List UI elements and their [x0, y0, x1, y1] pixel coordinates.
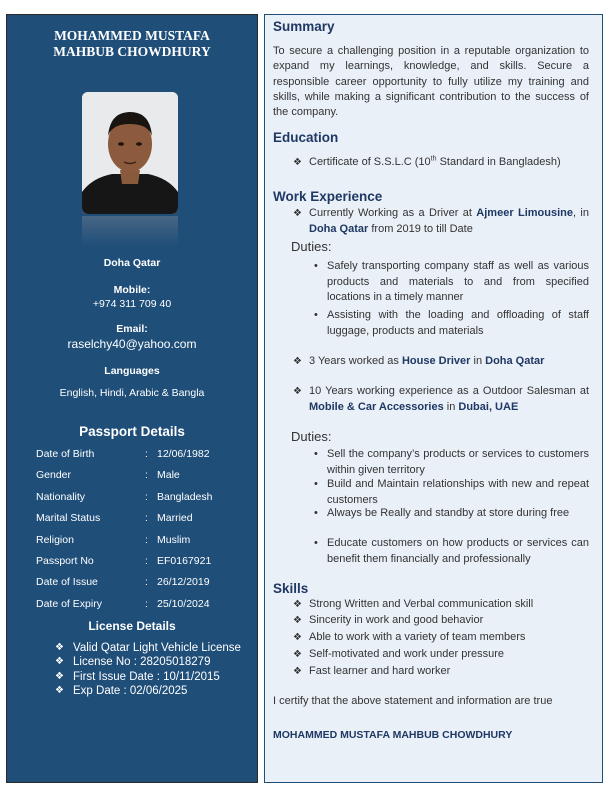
job-item: ❖ Currently Working as a Driver at Ajmeer Limousine, in Doha Qatar from 2019 to till Date: [293, 207, 589, 235]
skills-heading: Skills: [273, 581, 309, 596]
languages-label: Languages: [104, 365, 160, 377]
email-label: Email:: [116, 323, 148, 335]
duty-item: • Assisting with the loading and offloading of staff luggage, products and materials: [314, 309, 589, 337]
main-column: [264, 14, 603, 783]
dot-bullet-icon: •: [314, 260, 318, 272]
diamond-bullet-icon: ❖: [55, 684, 64, 696]
profile-photo: [82, 92, 178, 214]
passport-value: EF0167921: [157, 554, 212, 567]
education-item: ❖ Certificate of S.S.L.C (10th Standard in Bangladesh): [309, 155, 589, 171]
passport-value: 12/06/1982: [157, 448, 210, 460]
education-heading: Education: [273, 130, 339, 145]
colon: :: [145, 554, 148, 567]
summary-heading: Summary: [273, 19, 335, 34]
diamond-bullet-icon: ❖: [55, 642, 64, 653]
list-item: ❖ License No : 28205018279: [55, 656, 211, 669]
list-item: ❖ Exp Date : 02/06/2025: [55, 684, 188, 697]
email-address: raselchy40@yahoo.com: [67, 337, 197, 351]
skill-item: ❖ Able to work with a variety of team members: [293, 631, 526, 643]
colon: :: [145, 576, 148, 589]
colon: :: [145, 448, 148, 460]
passport-label: Gender: [36, 469, 72, 482]
summary-text: To secure a challenging position in a reputable organization to expand my learnings, knowledge, and skills. Secure a responsible career opportunity to fully utilize my training and skills, while making a significant contribution to the success of the company.: [273, 45, 589, 119]
passport-label: Date of Birth: [36, 448, 95, 460]
colon: :: [145, 490, 148, 503]
passport-value: Married: [157, 512, 193, 525]
diamond-bullet-icon: ❖: [293, 356, 302, 367]
diamond-bullet-icon: ❖: [55, 656, 64, 668]
job-location: Dubai, UAE: [458, 400, 519, 413]
license-list: [55, 641, 245, 698]
duty-item: • Sell the company’s products or services to customers within given territory: [314, 448, 589, 476]
diamond-bullet-icon: ❖: [293, 157, 302, 168]
photo-reflection: [82, 216, 178, 246]
list-item: ❖ First Issue Date : 10/11/2015: [55, 670, 220, 683]
colon: :: [145, 597, 148, 610]
colon: :: [145, 512, 148, 525]
diamond-bullet-icon: ❖: [293, 599, 302, 610]
mobile-number: +974 311 709 40: [92, 298, 172, 310]
diamond-bullet-icon: ❖: [55, 670, 64, 682]
location: Doha Qatar: [103, 257, 161, 269]
dot-bullet-icon: •: [314, 478, 318, 490]
sidebar: [6, 14, 258, 783]
dot-bullet-icon: •: [314, 448, 318, 460]
dot-bullet-icon: •: [314, 537, 318, 549]
diamond-bullet-icon: ❖: [293, 386, 302, 397]
diamond-bullet-icon: ❖: [293, 649, 302, 660]
passport-value: 26/12/2019: [157, 576, 210, 589]
duties-label: Duties:: [291, 429, 332, 444]
duty-item: • Always be Really and standby at store during free: [327, 506, 589, 522]
diamond-bullet-icon: ❖: [293, 615, 302, 626]
dot-bullet-icon: •: [314, 309, 318, 321]
employer: Mobile & Car Accessories: [309, 400, 444, 413]
skill-item: ❖ Sincerity in work and good behavior: [293, 614, 484, 626]
work-experience-heading: Work Experience: [273, 189, 383, 204]
passport-label: Date of Expiry: [36, 597, 102, 610]
passport-label: Date of Issue: [36, 576, 98, 589]
diamond-bullet-icon: ❖: [293, 632, 302, 643]
passport-details-title: Passport Details: [79, 424, 185, 439]
license-details-title: License Details: [88, 619, 176, 633]
colon: :: [145, 469, 148, 482]
skill-item: ❖ Fast learner and hard worker: [293, 665, 451, 677]
list-item: ❖ Valid Qatar Light Vehicle License: [55, 642, 241, 654]
passport-label: Marital Status: [36, 512, 101, 525]
job-location: Doha Qatar: [309, 222, 369, 235]
dot-bullet-icon: •: [314, 507, 318, 519]
candidate-name: [7, 28, 257, 60]
passport-label: Nationality: [36, 490, 86, 503]
duty-item: • Safely transporting company staff as well as various products and materials to and from specified locations in a timely manner: [314, 260, 589, 303]
passport-value: Male: [157, 469, 180, 482]
passport-label: Religion: [36, 533, 74, 546]
diamond-bullet-icon: ❖: [293, 208, 302, 219]
colon: :: [145, 533, 148, 546]
job-item: ❖ 3 Years worked as House Driver in Doha Qatar: [309, 354, 589, 370]
skill-item: ❖ Self-motivated and work under pressure: [293, 648, 505, 660]
diamond-bullet-icon: ❖: [293, 666, 302, 677]
signature-name: MOHAMMED MUSTAFA MAHBUB CHOWDHURY: [273, 729, 513, 741]
passport-label: Passport No: [36, 554, 94, 567]
duty-item: • Educate customers on how products or services can benefit them financially and professionally: [314, 537, 589, 565]
job-item: ❖ 10 Years working experience as a Outdoor Salesman at Mobile & Car Accessories in Dubai, UAE: [293, 385, 589, 413]
languages-value: English, Hindi, Arabic & Bangla: [59, 387, 205, 399]
employer: House Driver: [401, 355, 471, 367]
skill-item: ❖ Strong Written and Verbal communication skill: [293, 598, 534, 610]
mobile-label: Mobile:: [113, 284, 151, 296]
name-line-2: MAHBUB CHOWDHURY: [53, 44, 211, 59]
duty-item: • Build and Maintain relationships with new and repeat customers: [314, 478, 589, 506]
job-location: Doha Qatar: [485, 355, 545, 367]
passport-value: Muslim: [157, 533, 191, 546]
duties-label: Duties:: [291, 239, 332, 254]
employer: Ajmeer Limousine: [476, 207, 573, 219]
passport-value: Bangladesh: [157, 490, 213, 503]
passport-value: 25/10/2024: [157, 597, 210, 610]
certification-statement: I certify that the above statement and information are true: [273, 695, 553, 707]
name-line-1: MOHAMMED MUSTAFA: [54, 28, 210, 43]
